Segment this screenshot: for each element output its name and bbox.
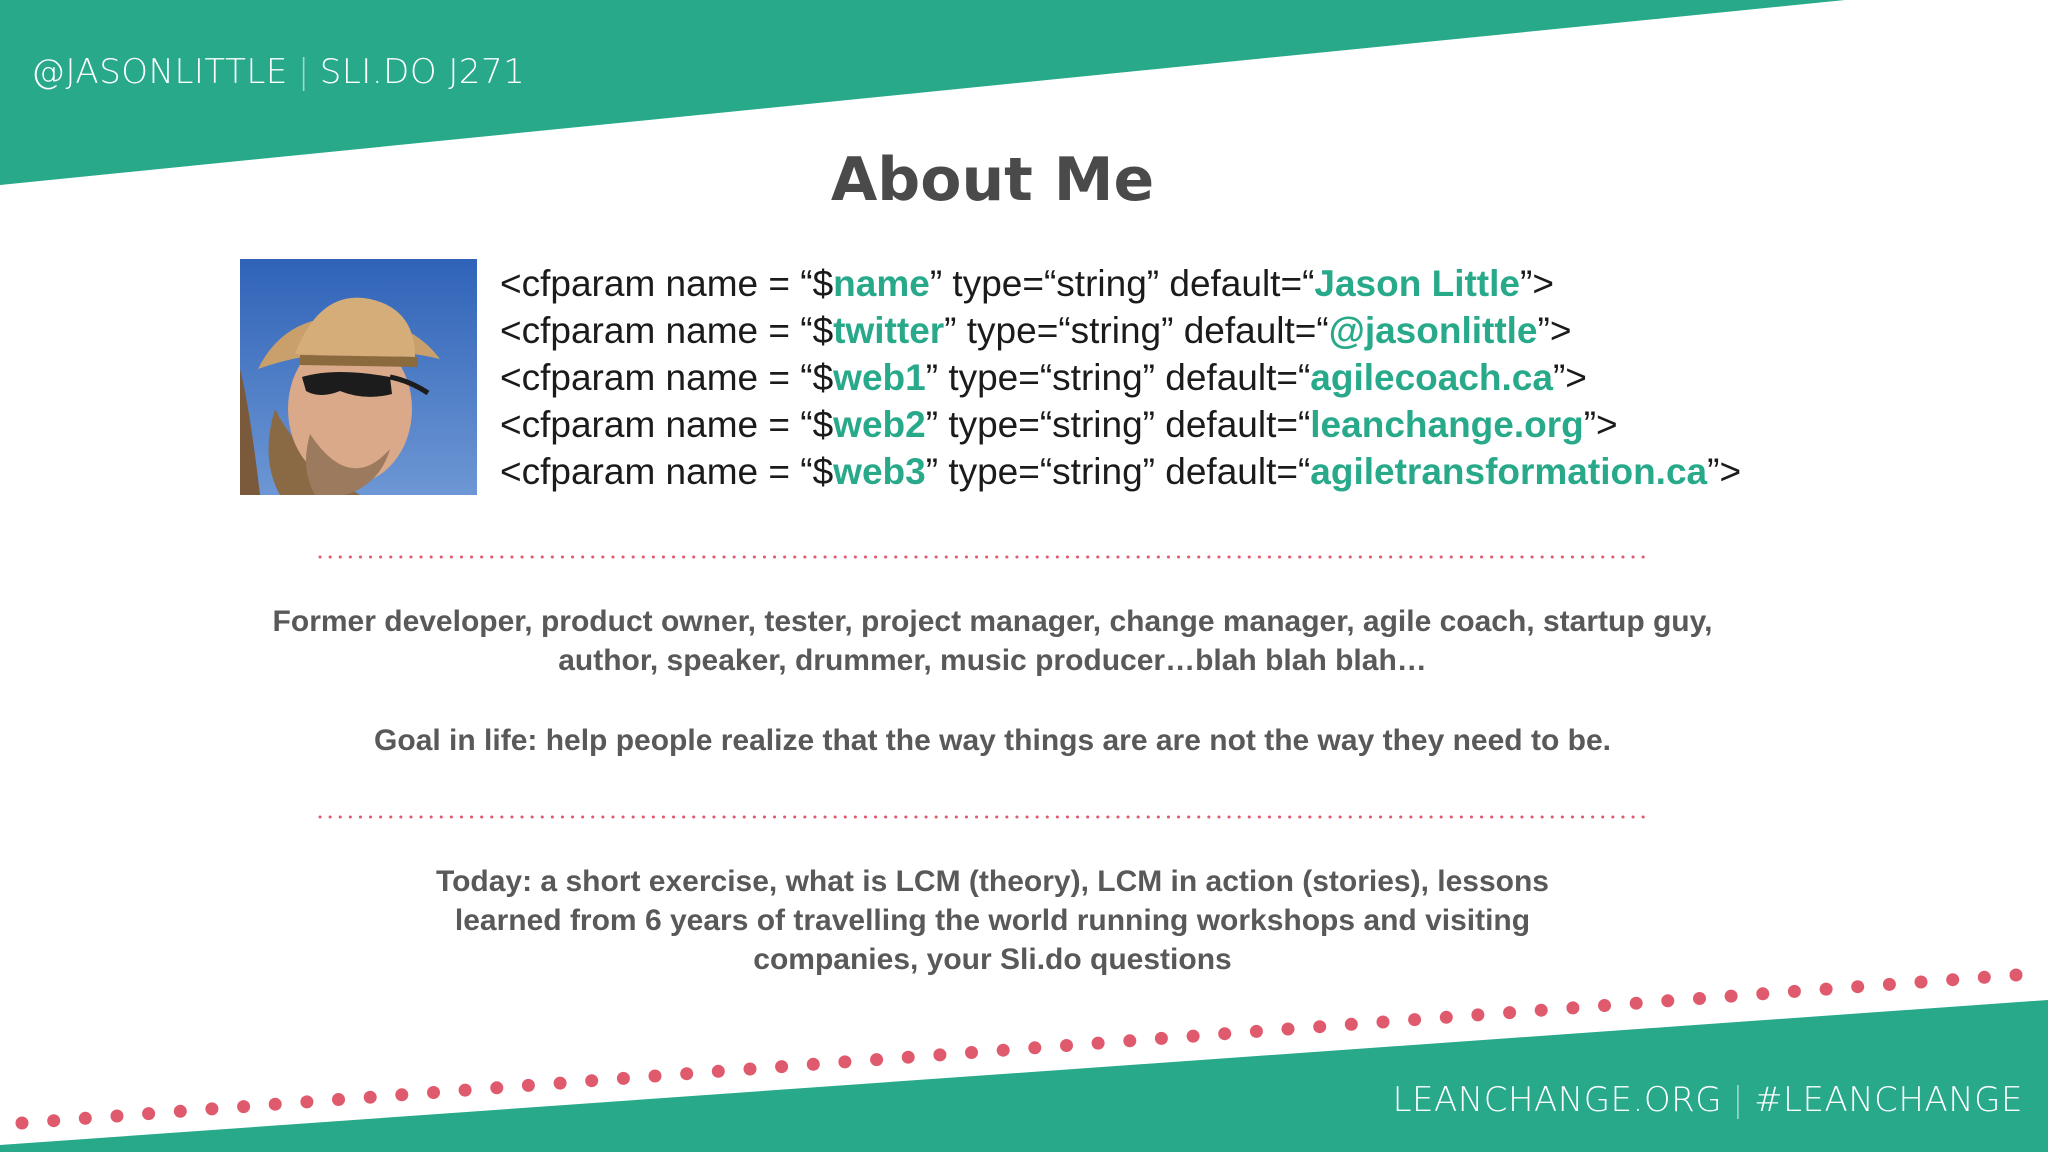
cfparam-line-name: [500, 260, 1741, 307]
decorative-dot: [1566, 1001, 1579, 1014]
decorative-dot: [1218, 1027, 1231, 1040]
decorative-dot: [680, 1067, 693, 1080]
decorative-dot: [1820, 983, 1833, 996]
bio-paragraph: [0, 602, 1985, 680]
code-middle: ” type=“string” default=“: [929, 263, 1315, 304]
decorative-dot: [965, 1046, 978, 1059]
code-suffix: ”>: [1583, 404, 1618, 445]
slido-code: SLI.DO J271: [319, 52, 526, 92]
decorative-dot: [649, 1070, 662, 1083]
decorative-dot: [1851, 980, 1864, 993]
decorative-dot: [1788, 985, 1801, 998]
code-suffix: ”>: [1537, 310, 1572, 351]
decorative-dot: [142, 1107, 155, 1120]
twitter-handle: @JASONLITTLE: [31, 52, 288, 92]
decorative-dot: [47, 1114, 60, 1127]
decorative-dot: [775, 1060, 788, 1073]
param-name: name: [833, 263, 930, 304]
decorative-dot: [1123, 1034, 1136, 1047]
decorative-dot: [79, 1112, 92, 1125]
decorative-dot: [1313, 1020, 1326, 1033]
decorative-dot: [16, 1117, 29, 1130]
decorative-dot: [554, 1077, 567, 1090]
cfparam-line-web2: [500, 401, 1741, 448]
decorative-dot: [1440, 1011, 1453, 1024]
param-value: agiletransformation.ca: [1310, 451, 1708, 492]
decorative-dot: [2010, 969, 2023, 982]
cfparam-line-web3: [500, 448, 1741, 495]
cfparam-line-twitter: [500, 307, 1741, 354]
profile-photo: [240, 259, 477, 495]
footer-separator: |: [1732, 1080, 1745, 1120]
decorative-dot: [1155, 1032, 1168, 1045]
code-prefix: <cfparam name = “$: [500, 357, 834, 398]
decorative-dot: [427, 1086, 440, 1099]
param-value: Jason Little: [1314, 263, 1520, 304]
code-prefix: <cfparam name = “$: [500, 263, 834, 304]
decorative-dot: [1345, 1018, 1358, 1031]
decorative-dot: [1377, 1016, 1390, 1029]
decorative-dot: [205, 1102, 218, 1115]
bio-line: author, speaker, drummer, music producer…blah blah blah…: [558, 644, 1427, 677]
code-middle: ” type=“string” default=“: [925, 404, 1311, 445]
header-separator: |: [297, 52, 310, 92]
decorative-dot: [1187, 1030, 1200, 1043]
decorative-dot: [395, 1088, 408, 1101]
code-prefix: <cfparam name = “$: [500, 451, 834, 492]
decorative-dot: [1883, 978, 1896, 991]
param-value: @jasonlittle: [1328, 310, 1538, 351]
code-suffix: ”>: [1520, 263, 1554, 304]
cfparam-line-web1: [500, 354, 1741, 401]
param-value: leanchange.org: [1310, 404, 1584, 445]
code-middle: ” type=“string” default=“: [944, 310, 1329, 351]
decorative-dot: [1535, 1004, 1548, 1017]
header-text: [31, 52, 525, 92]
decorative-dot: [744, 1063, 757, 1076]
decorative-dot: [617, 1072, 630, 1085]
decorative-dot: [459, 1084, 472, 1097]
agenda-line: learned from 6 years of travelling the world running workshops and visiting: [454, 904, 1531, 937]
cfparam-code-block: [500, 260, 1741, 495]
bottom-green-band: [0, 1000, 2048, 1152]
decorative-dot: [1503, 1006, 1516, 1019]
code-suffix: ”>: [1552, 357, 1587, 398]
code-prefix: <cfparam name = “$: [500, 404, 834, 445]
decorative-dot: [1630, 997, 1643, 1010]
agenda-paragraph: [0, 862, 1985, 979]
decorative-dot: [269, 1098, 282, 1111]
param-value: agilecoach.ca: [1310, 357, 1553, 398]
code-prefix: <cfparam name = “$: [500, 310, 834, 351]
goal-statement: Goal in life: help people realize that the way things are are not the way they need to be.: [374, 724, 1611, 757]
agenda-line: Today: a short exercise, what is LCM (theory), LCM in action (stories), lessons: [435, 865, 1549, 898]
decorative-dot: [838, 1055, 851, 1068]
decorative-dot: [712, 1065, 725, 1078]
decorative-dot: [490, 1081, 503, 1094]
code-middle: ” type=“string” default=“: [925, 451, 1311, 492]
footer-text: [1393, 1080, 2023, 1120]
decorative-dot: [364, 1091, 377, 1104]
decorative-dot: [332, 1093, 345, 1106]
decorative-dot: [1408, 1013, 1421, 1026]
decorative-dot: [1250, 1025, 1263, 1038]
decorative-dot: [870, 1053, 883, 1066]
decorative-dot: [237, 1100, 250, 1113]
decorative-dot: [174, 1105, 187, 1118]
footer-site: LEANCHANGE.ORG: [1392, 1080, 1723, 1120]
dotted-divider-top: [318, 555, 1648, 559]
decorative-dot: [933, 1048, 946, 1061]
param-name: web1: [833, 357, 926, 398]
decorative-dot: [1092, 1037, 1105, 1050]
page-title: About Me: [830, 145, 1155, 215]
decorative-dot: [902, 1051, 915, 1064]
bio-line: Former developer, product owner, tester, project manager, change manager, agile coach, startup guy,: [272, 605, 1713, 638]
footer-hashtag: #LEANCHANGE: [1754, 1080, 2023, 1120]
decorative-dot: [522, 1079, 535, 1092]
decorative-dot: [1060, 1039, 1073, 1052]
decorative-dot: [1282, 1023, 1295, 1036]
decorative-dot: [1598, 999, 1611, 1012]
code-suffix: ”>: [1707, 451, 1742, 492]
decorative-dot: [1725, 990, 1738, 1003]
decorative-dot: [1661, 994, 1674, 1007]
dotted-divider-bottom: [318, 815, 1648, 819]
decorative-dot: [1693, 992, 1706, 1005]
decorative-dot: [300, 1095, 313, 1108]
agenda-line: companies, your Sli.do questions: [753, 943, 1232, 976]
decorative-dot: [1756, 987, 1769, 1000]
param-name: twitter: [833, 310, 945, 351]
code-middle: ” type=“string” default=“: [925, 357, 1311, 398]
decorative-dot: [1028, 1041, 1041, 1054]
decorative-dot: [585, 1074, 598, 1087]
decorative-dot: [807, 1058, 820, 1071]
decorative-dot: [997, 1044, 1010, 1057]
decorative-dot: [111, 1110, 124, 1123]
param-name: web2: [833, 404, 926, 445]
decorative-dot: [1471, 1008, 1484, 1021]
param-name: web3: [833, 451, 926, 492]
